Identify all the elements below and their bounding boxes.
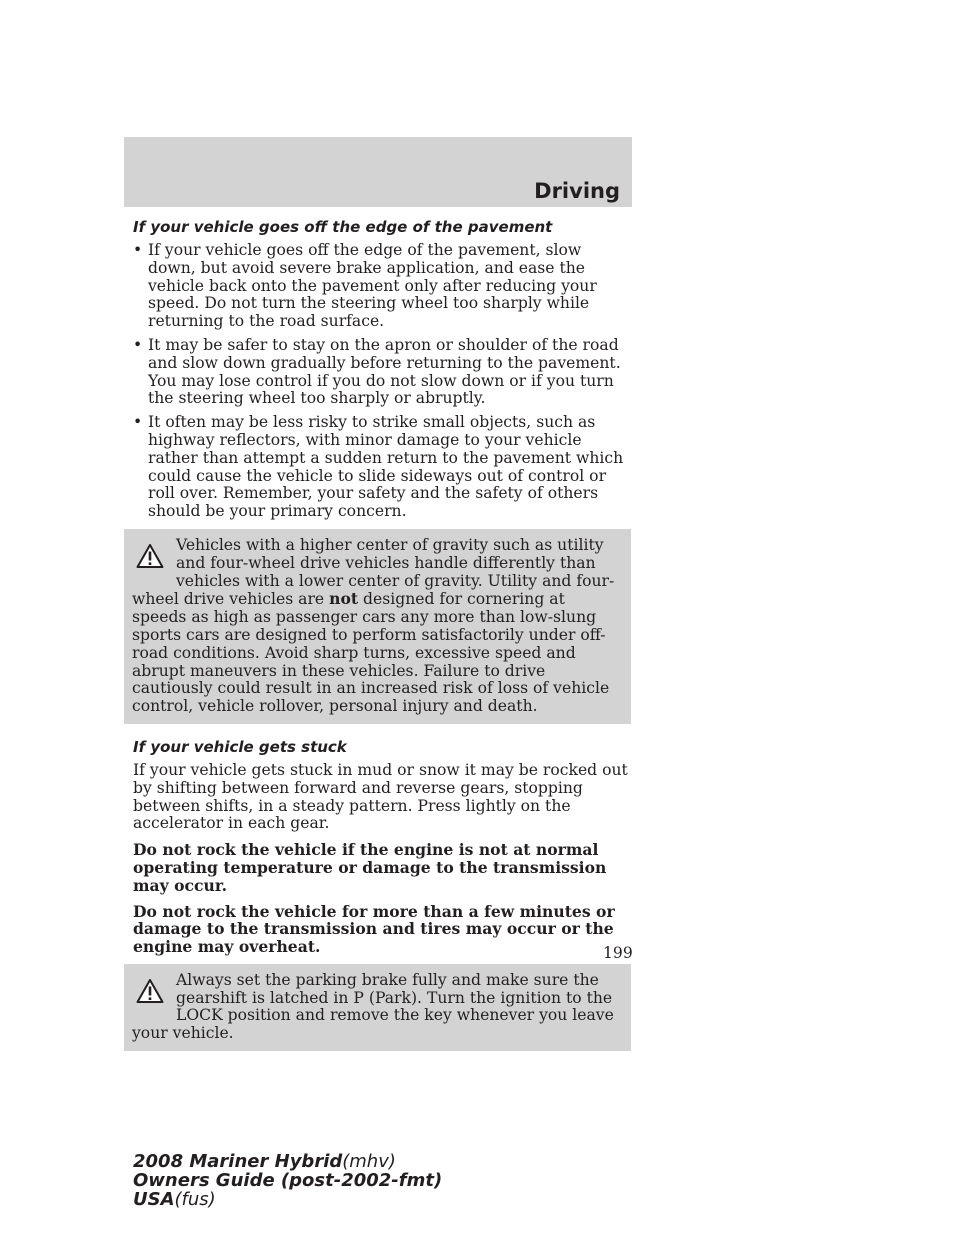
footer-model-code: (mhv)	[342, 1151, 396, 1172]
warning-box-center-of-gravity	[124, 529, 631, 724]
footer-guide-format: Owners Guide (post-2002-fmt)	[133, 1170, 443, 1191]
bullet-item: • It often may be less risky to strike small objects, such as highway reflectors, with minor damage to your vehicle rather than attempt a sudden return to the pavement which could cause the vehicle to slide sideways out of control or roll over. Remember, your safety and the safety of others should be your primary concern.	[133, 414, 630, 521]
document-footer	[133, 1152, 442, 1209]
section-header-band	[124, 137, 632, 207]
page-number: 199	[603, 944, 633, 962]
footer-market: USA	[133, 1189, 175, 1210]
warning-triangle-icon	[136, 543, 164, 569]
footer-model: 2008 Mariner Hybrid	[133, 1151, 343, 1172]
warning-text	[132, 537, 621, 716]
stuck-caution-temperature: Do not rock the vehicle if the engine is not at normal operating temperature or damage to the transmission may occur.	[133, 840, 607, 895]
warning-box-parking-brake	[124, 964, 631, 1051]
stuck-caution-duration: Do not rock the vehicle for more than a few minutes or damage to the transmission and tires may occur or the engine may overheat.	[133, 901, 615, 957]
footer-line-model	[133, 1152, 442, 1171]
warning-emphasis: not	[329, 589, 359, 609]
section-title: Driving	[534, 179, 620, 203]
warning-triangle-icon	[136, 978, 164, 1004]
warning-text-part: Vehicles with a higher center of gravity such as utility and four-wheel drive vehicles handle differently than vehicles with a lower center of gravity. Utility and four-wheel drive vehicles are	[132, 535, 615, 609]
warning-text-part: designed for cornering at speeds as high as passenger cars any more than low-slung sports cars are designed to perform satisfactorily under off-road conditions. Avoid sharp turns, excessive speed and abrupt maneuvers in these vehicles. Failure to drive cautiously could result in an increased risk of loss of vehicle control, vehicle rollover, personal injury and death.	[132, 590, 610, 716]
section-heading-pavement-edge: If your vehicle goes off the edge of the pavement	[133, 218, 553, 236]
footer-market-code: (fus)	[174, 1189, 216, 1210]
bullet-item: • It may be safer to stay on the apron or shoulder of the road and slow down gradually before returning to the pavement. You may lose control if you do not slow down or if you turn the steering wheel too sharply or abruptly.	[133, 337, 630, 408]
pavement-edge-bullet-list	[133, 242, 630, 521]
footer-line-market	[133, 1190, 442, 1209]
section-heading-stuck: If your vehicle gets stuck	[133, 737, 347, 756]
page-content	[133, 218, 630, 1065]
stuck-paragraph: If your vehicle gets stuck in mud or snow it may be rocked out by shifting between forward and reverse gears, stopping between shifts, in a steady pattern. Press lightly on the accelerator in each gear.	[133, 760, 628, 833]
bullet-item: • If your vehicle goes off the edge of the pavement, slow down, but avoid severe brake application, and ease the vehicle back onto the pavement only after reducing your speed. Do not turn the steering wheel too sharply while returning to the road surface.	[133, 242, 630, 331]
warning-text: Always set the parking brake fully and make sure the gearshift is latched in P (Park). Turn the ignition to the LOCK position and remove the key whenever you leave your vehicle.	[132, 970, 614, 1043]
